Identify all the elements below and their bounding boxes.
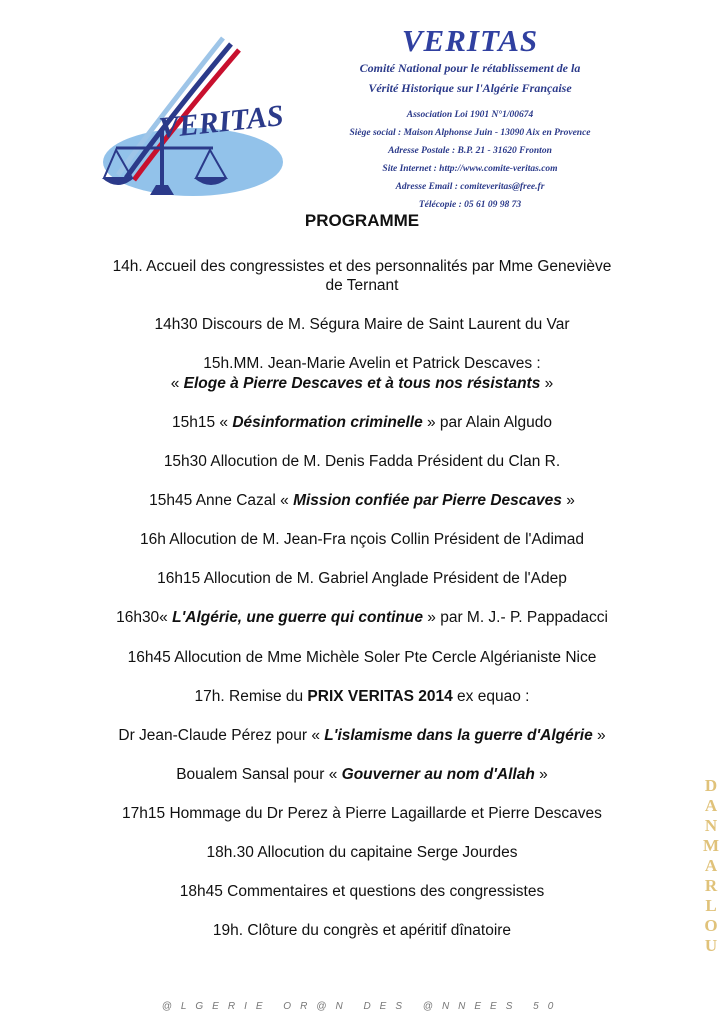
association-number: Association Loi 1901 N°1/00674 xyxy=(406,110,534,120)
website: Site Internet : http://www.comite-veritas.com xyxy=(382,164,558,174)
header-subtitle-2: Vérité Historique sur l'Algérie Française xyxy=(368,81,572,95)
logo-text: VERITAS xyxy=(157,99,286,145)
side-watermark xyxy=(700,776,722,956)
program-item: de Ternant xyxy=(325,277,399,294)
header xyxy=(320,24,620,214)
program-item: 16h45 Allocution de Mme Michèle Soler Pte Cercle Algérianiste Nice xyxy=(127,649,597,666)
side-watermark-letter: A xyxy=(704,856,718,875)
page-title: PROGRAMME xyxy=(304,211,420,230)
header-subtitle-1: Comité National pour le rétablissement de la xyxy=(359,61,581,75)
program-item: 17h. Remise du PRIX VERITAS 2014 ex equao : xyxy=(194,688,530,705)
side-watermark-letter: O xyxy=(704,916,718,935)
side-watermark-letter: L xyxy=(705,896,717,915)
program-item: 18h.30 Allocution du capitaine Serge Jourdes xyxy=(206,844,518,861)
program-item: 19h. Clôture du congrès et apéritif dînatoire xyxy=(212,922,512,939)
program-item: 15h15 « Désinformation criminelle » par Alain Algudo xyxy=(172,414,552,431)
program-item: 14h. Accueil des congressistes et des personnalités par Mme Geneviève xyxy=(112,258,612,275)
veritas-logo xyxy=(98,30,288,210)
program-item: 15h30 Allocution de M. Denis Fadda Président du Clan R. xyxy=(163,453,561,470)
program-item: Boualem Sansal pour « Gouverner au nom d'Allah » xyxy=(176,766,548,783)
program-item: Dr Jean-Claude Pérez pour « L'islamisme dans la guerre d'Algérie » xyxy=(118,727,606,744)
program-item: 15h.MM. Jean-Marie Avelin et Patrick Descaves : xyxy=(203,355,541,372)
program-item: « Eloge à Pierre Descaves et à tous nos résistants » xyxy=(170,375,554,392)
program-item: 16h30« L'Algérie, une guerre qui continue » par M. J.- P. Pappadacci xyxy=(116,609,608,626)
side-watermark-letter: D xyxy=(704,776,718,795)
program-item: 16h15 Allocution de M. Gabriel Anglade Président de l'Adep xyxy=(157,570,567,587)
postal-address: Adresse Postale : B.P. 21 - 31620 Fronton xyxy=(388,146,552,156)
email-address: Adresse Email : comiteveritas@free.fr xyxy=(395,182,545,192)
program-item: 15h45 Anne Cazal « Mission confiée par Pierre Descaves » xyxy=(149,492,575,509)
side-watermark-letter: M xyxy=(702,836,720,855)
side-watermark-letter: U xyxy=(704,936,718,955)
program-item: 18h45 Commentaires et questions des congressistes xyxy=(179,883,545,900)
program-item: 17h15 Hommage du Dr Perez à Pierre Lagaillarde et Pierre Descaves xyxy=(122,805,602,822)
header-title: VERITAS xyxy=(401,23,539,58)
footer-watermark: @LGERIE OR@N DES @NNEES 50 xyxy=(161,1001,563,1012)
fax-number: Télécopie : 05 61 09 98 73 xyxy=(418,200,522,210)
siege-social: Siège social : Maison Alphonse Juin - 13090 Aix en Provence xyxy=(349,128,591,138)
program-item: 14h30 Discours de M. Ségura Maire de Saint Laurent du Var xyxy=(154,316,570,333)
program-item: 16h Allocution de M. Jean-Fra nçois Collin Président de l'Adimad xyxy=(139,531,585,548)
side-watermark-letter: N xyxy=(704,816,718,835)
side-watermark-letter: R xyxy=(704,876,718,895)
side-watermark-letter: A xyxy=(704,796,718,815)
